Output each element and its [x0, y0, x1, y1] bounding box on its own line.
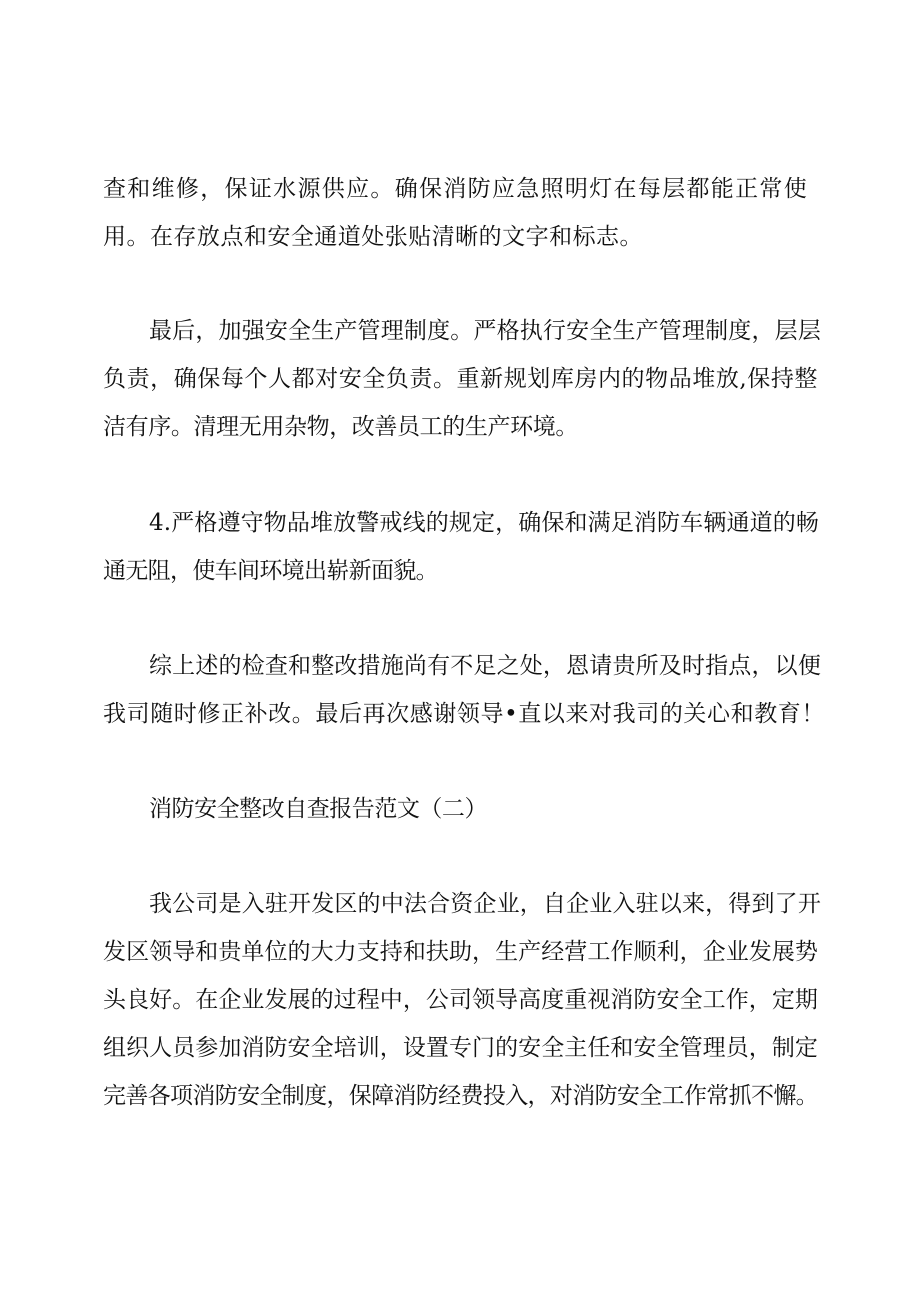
paragraph-6-line-5: 完善各项消防安全制度，保障消防经费投入，对消防安全工作常抓不懈。: [103, 1083, 818, 1109]
section-heading: 消防安全整改自查报告范文（二）: [149, 796, 488, 822]
paragraph-3-line-2: 通无阻，使车间环境出崭新面貌。: [103, 558, 439, 584]
paragraph-6-line-1: 我公司是入驻开发区的中法合资企业，自企业入驻以来，得到了开: [149, 891, 821, 917]
paragraph-6-line-3: 头良好。在企业发展的过程中，公司领导高度重视消防安全工作，定期: [103, 987, 818, 1013]
paragraph-2-line-3: 洁有序。清理无用杂物，改善员工的生产环境。: [103, 414, 579, 440]
paragraph-2-line-1: 最后，加强安全生产管理制度。严格执行安全生产管理制度，层层: [149, 318, 821, 344]
paragraph-6-line-4: 组织人员参加消防安全培训，设置专门的安全主任和安全管理员，制定: [103, 1035, 818, 1061]
paragraph-4-line-2: 我司随时修正补改。最后再次感谢领导•直以来对我司的关心和教育！: [103, 701, 825, 727]
paragraph-2-line-2: 负责，确保每个人都对安全负责。重新规划库房内的物品堆放,保持整: [103, 366, 818, 392]
paragraph-1-line-1: 查和维修，保证水源供应。确保消防应急照明灯在每层都能正常使: [103, 176, 808, 202]
paragraph-6-line-2: 发区领导和贵单位的大力支持和扶助，生产经营工作顺利，企业发展势: [103, 939, 818, 965]
paragraph-4-line-1: 综上述的检查和整改措施尚有不足之处，恩请贵所及时指点，以便: [149, 653, 821, 679]
paragraph-1-line-2: 用。在存放点和安全通道处张贴清晰的文字和标志。: [103, 224, 643, 250]
paragraph-3-line-1: 4.严格遵守物品堆放警戒线的规定，确保和满足消防车辆通道的畅: [149, 510, 819, 536]
